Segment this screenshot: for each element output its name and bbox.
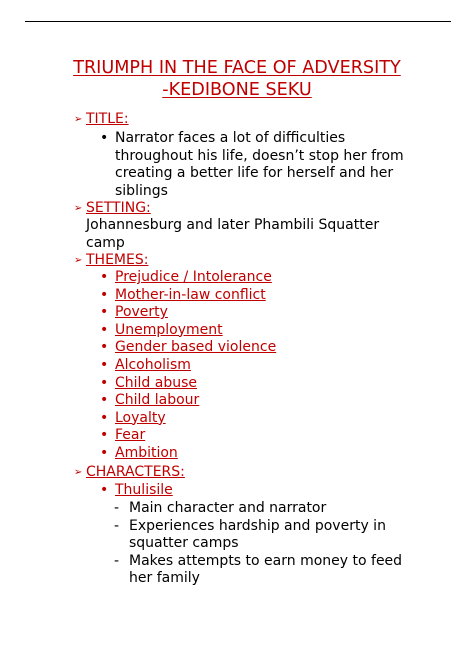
character-detail-text: Experiences hardship and poverty in squatter camps: [129, 517, 386, 552]
theme-item: [100, 427, 276, 445]
theme-item: [100, 445, 276, 463]
section-characters-heading: [74, 464, 185, 481]
character-detail-item: [114, 553, 429, 588]
theme-item: [100, 410, 276, 428]
bullet-dot-icon: •: [100, 269, 109, 285]
section-setting-label: SETTING:: [86, 200, 151, 216]
themes-list: [100, 269, 276, 463]
bullet-dot-icon: •: [100, 427, 109, 444]
theme-item-text: Alcoholism: [115, 356, 191, 373]
theme-item-text: Unemployment: [115, 321, 223, 338]
top-rule: [25, 21, 451, 22]
theme-item: [100, 375, 276, 393]
section-characters-label: CHARACTERS:: [86, 464, 185, 480]
character-detail-item: [114, 500, 429, 518]
arrow-bullet-icon: ➢: [74, 467, 83, 478]
theme-item-text: Ambition: [115, 444, 178, 461]
arrow-bullet-icon: ➢: [74, 203, 83, 214]
theme-item: [100, 392, 276, 410]
bullet-dot-icon: •: [100, 444, 109, 461]
character-detail-text: Main character and narrator: [129, 500, 327, 516]
bullet-dot-icon: •: [100, 321, 109, 338]
section-title-heading: [74, 111, 129, 128]
character-detail-item: [114, 518, 429, 553]
character-detail-text: Makes attempts to earn money to feed her family: [129, 552, 403, 587]
theme-item: [100, 357, 276, 375]
arrow-bullet-icon: ➢: [74, 114, 83, 125]
theme-item-text: Prejudice / Intolerance: [115, 269, 272, 285]
bullet-dot-icon: •: [100, 286, 109, 303]
setting-text: Johannesburg and later Phambili Squatter camp: [86, 217, 380, 251]
theme-item-text: Loyalty: [115, 409, 166, 426]
arrow-bullet-icon: ➢: [74, 255, 83, 266]
theme-item: [100, 339, 276, 357]
theme-item-text: Gender based violence: [115, 339, 277, 356]
bullet-dot-icon: •: [100, 304, 109, 321]
theme-item-text: Fear: [115, 427, 146, 444]
bullet-dot-icon: •: [100, 339, 109, 356]
character-details-list: [114, 500, 429, 588]
bullet-dot-icon: •: [100, 482, 109, 498]
theme-item: [100, 287, 276, 305]
section-themes-heading: [74, 252, 148, 269]
title-bullet: [100, 130, 420, 200]
page-title: [0, 57, 474, 101]
title-line-1: TRIUMPH IN THE FACE OF ADVERSITY: [73, 58, 401, 78]
bullet-dot-icon: •: [100, 374, 109, 391]
bullet-dot-icon: •: [100, 356, 109, 373]
section-themes-label: THEMES:: [86, 252, 149, 268]
theme-item: [100, 269, 276, 287]
theme-item-text: Mother-in-law conflict: [115, 286, 266, 303]
bullet-dot-icon: •: [100, 130, 109, 146]
theme-item: [100, 322, 276, 340]
theme-item-text: Poverty: [115, 304, 168, 321]
bullet-dot-icon: •: [100, 392, 109, 409]
dash-bullet-icon: -: [114, 500, 120, 516]
character-name-text: Thulisile: [115, 482, 173, 498]
character-name: [100, 482, 173, 500]
dash-bullet-icon: -: [114, 517, 120, 534]
dash-bullet-icon: -: [114, 552, 120, 569]
title-bullet-text: Narrator faces a lot of difficulties throughout his life, doesn’t stop her from creating a better life for herself and her siblings: [115, 130, 404, 199]
title-line-2: -KEDIBONE SEKU: [162, 80, 312, 100]
bullet-dot-icon: •: [100, 409, 109, 426]
theme-item-text: Child labour: [115, 392, 200, 409]
theme-item: [100, 304, 276, 322]
section-title-label: TITLE:: [86, 111, 129, 127]
theme-item-text: Child abuse: [115, 374, 198, 391]
section-setting-heading: [74, 200, 151, 217]
